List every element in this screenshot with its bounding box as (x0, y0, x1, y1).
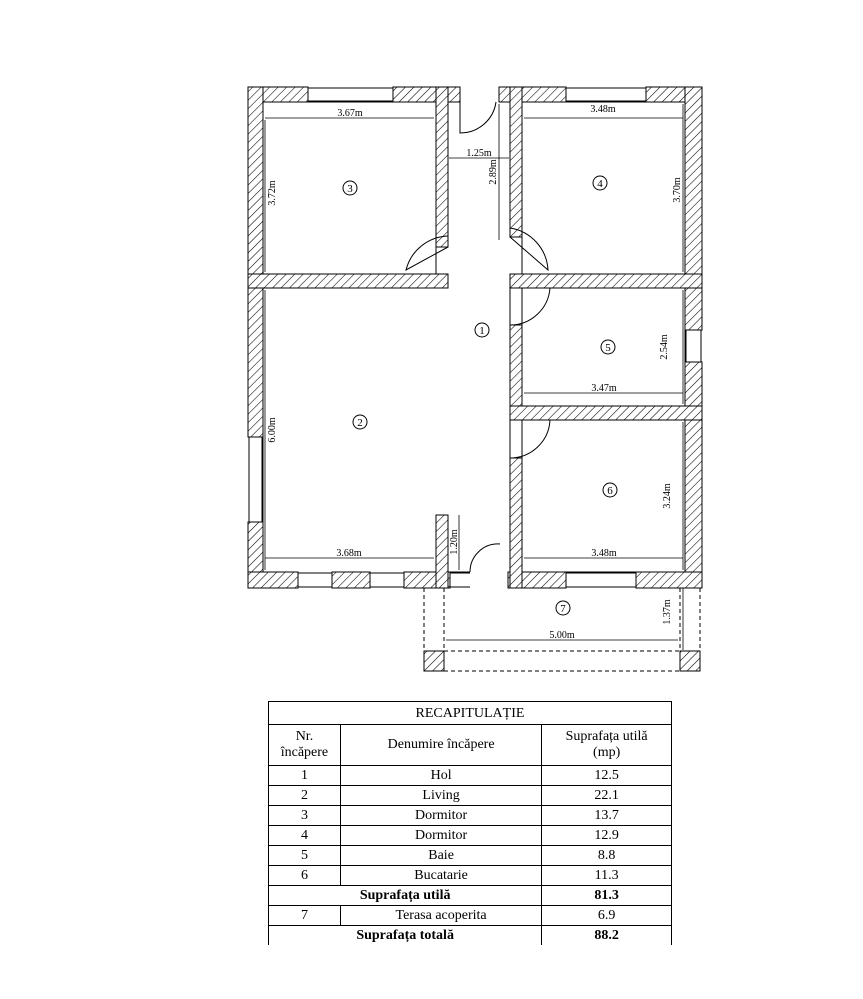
doors (406, 102, 550, 572)
table-row (269, 766, 672, 786)
total-area-label: Suprafața totală (269, 926, 542, 946)
dimension-lines (265, 104, 683, 650)
door-room5 (510, 288, 550, 325)
row-name: Hol (340, 766, 541, 786)
dim-terrace-depth: 1.37m (662, 599, 673, 625)
row-area: 6.9 (542, 906, 672, 926)
wall (499, 87, 566, 102)
terrace-pillar (424, 651, 444, 671)
room-number-2: 2 (357, 417, 363, 429)
room-number-6: 6 (607, 485, 613, 497)
header-nr (269, 725, 341, 766)
row-name: Terasa acoperita (340, 906, 541, 926)
wall (436, 515, 448, 588)
row-name: Living (340, 786, 541, 806)
wall (510, 458, 522, 588)
wall (393, 87, 460, 102)
header-area-line1: Suprafața utilă (565, 729, 648, 744)
terrace-pillar (680, 651, 700, 671)
total-area-value: 88.2 (542, 926, 672, 946)
row-area: 22.1 (542, 786, 672, 806)
room-number-7: 7 (560, 603, 566, 615)
dim-corridor-width: 1.25m (466, 148, 492, 159)
row-name: Dormitor (340, 806, 541, 826)
row-nr: 5 (269, 846, 341, 866)
room-markers (343, 176, 617, 615)
useful-area-label: Suprafața utilă (269, 886, 542, 906)
wall (436, 87, 448, 247)
wall (248, 274, 448, 288)
wall (685, 362, 702, 588)
row-nr: 1 (269, 766, 341, 786)
table-row (269, 786, 672, 806)
door-entry-top (460, 102, 496, 133)
dimension-labels (267, 104, 683, 641)
wall (636, 572, 702, 588)
table-row (269, 846, 672, 866)
dim-r2-height: 6.00m (267, 417, 278, 443)
header-name: Denumire încăpere (340, 725, 541, 766)
useful-area-value: 81.3 (542, 886, 672, 906)
row-nr: 6 (269, 866, 341, 886)
row-area: 11.3 (542, 866, 672, 886)
row-nr: 3 (269, 806, 341, 826)
wall (510, 87, 522, 237)
dim-r6-width: 3.48m (591, 548, 617, 559)
room-number-4: 4 (597, 178, 603, 190)
row-name: Dormitor (340, 826, 541, 846)
dim-r3-width: 3.67m (337, 108, 363, 119)
dim-terrace-width: 5.00m (549, 630, 575, 641)
header-area (542, 725, 672, 766)
dim-r5-width: 3.47m (591, 383, 617, 394)
door-room6 (510, 420, 550, 458)
row-area: 12.9 (542, 826, 672, 846)
row-name: Bucatarie (340, 866, 541, 886)
wall (248, 572, 298, 588)
header-nr-line2: încăpere (280, 745, 329, 760)
dim-r5-height: 2.54m (659, 334, 670, 360)
header-nr-line1: Nr. (295, 729, 314, 744)
room-number-5: 5 (605, 342, 611, 354)
table-row (269, 866, 672, 886)
row-area: 8.8 (542, 846, 672, 866)
recap-title: RECAPITULAȚIE (269, 702, 672, 725)
row-name: Baie (340, 846, 541, 866)
dim-r4-width: 3.48m (590, 104, 616, 115)
dim-r4-height: 3.70m (672, 177, 683, 203)
row-area: 13.7 (542, 806, 672, 826)
wall (510, 274, 702, 288)
row-nr: 4 (269, 826, 341, 846)
dim-entry-height: 1.20m (449, 529, 460, 555)
wall (332, 572, 370, 588)
table-row (269, 826, 672, 846)
wall (510, 406, 702, 420)
dim-r2-width: 3.68m (336, 548, 362, 559)
room-number-1: 1 (479, 325, 485, 337)
table-row (269, 806, 672, 826)
room-outlines (263, 102, 685, 572)
table-row (269, 906, 672, 926)
row-area: 12.5 (542, 766, 672, 786)
dim-r6-height: 3.24m (662, 483, 673, 509)
wall (248, 87, 263, 437)
walls (248, 87, 702, 671)
dim-r3-height: 3.72m (267, 180, 278, 206)
windows (249, 88, 701, 587)
wall (685, 87, 702, 330)
row-nr: 7 (269, 906, 341, 926)
dim-corridor-height: 2.89m (488, 159, 499, 185)
row-nr: 2 (269, 786, 341, 806)
total-area-row (269, 926, 672, 946)
header-area-line2: (mp) (593, 745, 621, 760)
recap-table (268, 701, 672, 945)
room-number-3: 3 (347, 183, 353, 195)
useful-area-row (269, 886, 672, 906)
